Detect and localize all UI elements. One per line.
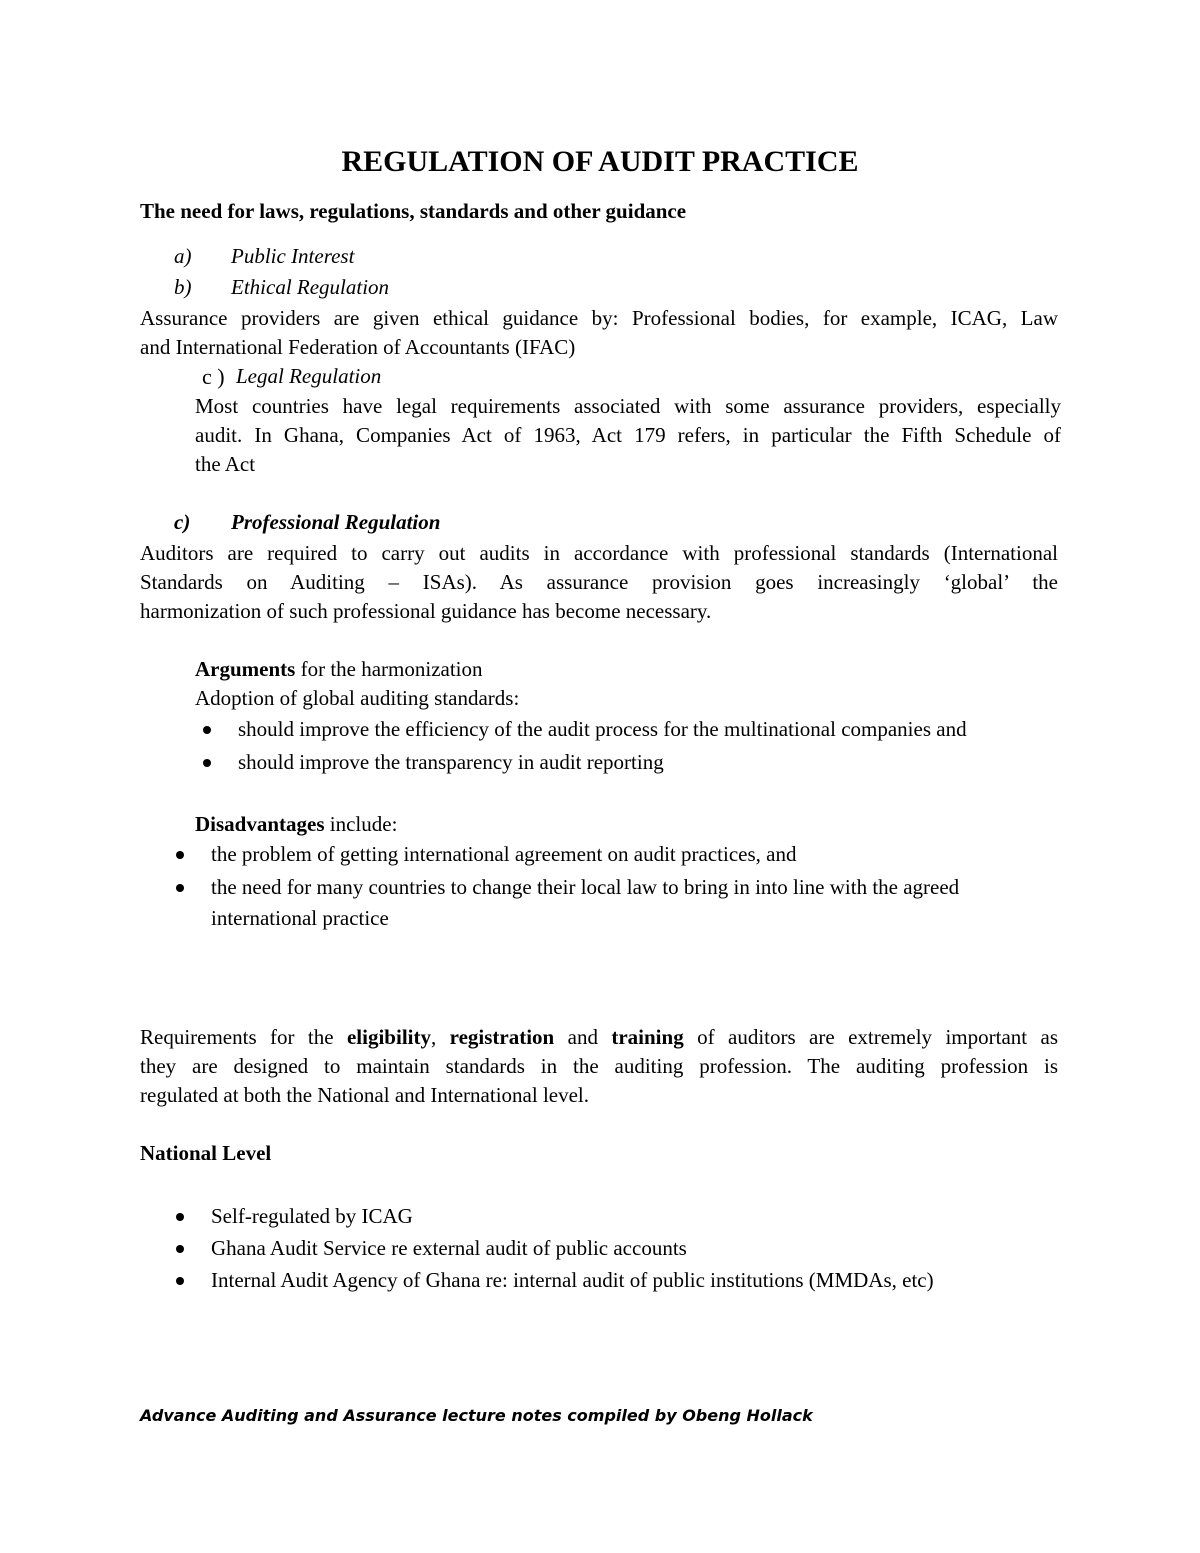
legal-line-2: audit. In Ghana, Companies Act of 1963, Act 179 refers, in particular the Fifth Schedule of [195,423,1061,447]
need-heading: The need for laws, regulations, standards and other guidance [140,199,687,223]
arguments-heading [195,659,483,680]
req-text-4: of auditors are extremely important as [683,1025,1058,1049]
national-item-3: Internal Audit Agency of Ghana re: internal audit of public institutions (MMDAs, etc) [211,1268,934,1292]
ethical-paragraph [140,308,1058,366]
professional-label: c) [174,510,191,534]
ethical-line-2: and International Federation of Accountants (IFAC) [140,335,576,359]
page-title: REGULATION OF AUDIT PRACTICE [341,145,859,178]
list-b-label: b) [174,275,192,299]
requirements-paragraph [140,1027,1058,1114]
list-a-text: Public Interest [231,244,355,268]
professional-line-3: harmonization of such professional guidance has become necessary. [140,599,712,623]
ethical-line-1: Assurance providers are given ethical guidance by: Professional bodies, for example, ICAG, Law [140,306,1058,330]
national-item-2: Ghana Audit Service re external audit of public accounts [211,1236,687,1260]
disadvantages-heading [195,814,397,835]
list-b-text: Ethical Regulation [231,275,390,299]
disadvantages-bold: Disadvantages [195,812,325,836]
page-footer: Advance Auditing and Assurance lecture notes compiled by Obeng Hollack [140,1406,813,1425]
legal-line-3: the Act [195,452,256,476]
arguments-bold: Arguments [195,657,296,681]
req-bold-registration: registration [449,1025,555,1049]
national-item-1: Self-regulated by ICAG [211,1204,413,1228]
disadvantages-item-2-cont: international practice [211,906,389,930]
legal-paragraph [195,396,1061,483]
disadvantages-item-2: the need for many countries to change their local law to bring in into line with the agreed [211,875,960,899]
req-text-1: Requirements for the [140,1025,347,1049]
arguments-item-1: should improve the efficiency of the audit process for the multinational companies and [238,717,967,741]
legal-heading: Legal Regulation [236,364,382,388]
bullet-icon [176,1277,184,1285]
professional-heading: Professional Regulation [231,510,441,534]
bullet-icon [203,726,211,734]
arguments-item-2: should improve the transparency in audit reporting [238,750,664,774]
requirements-line-2: they are designed to maintain standards in the auditing profession. The auditing profession is [140,1054,1058,1078]
arguments-rest: for the harmonization [295,657,483,681]
national-heading: National Level [140,1141,272,1165]
professional-paragraph [140,543,1058,630]
req-bold-eligibility: eligibility [346,1025,431,1049]
legal-label: c ) [202,364,225,389]
requirements-line-1 [140,1027,1058,1048]
legal-line-1: Most countries have legal requirements associated with some assurance providers, especially [195,394,1061,418]
bullet-icon [176,1245,184,1253]
disadvantages-rest: include: [324,812,398,836]
bullet-icon [176,1213,184,1221]
disadvantages-item-1: the problem of getting international agreement on audit practices, and [211,842,797,866]
req-bold-training: training [611,1025,684,1049]
requirements-line-3: regulated at both the National and International level. [140,1083,589,1107]
req-text-2: , [430,1025,450,1049]
bullet-icon [176,851,184,859]
arguments-intro: Adoption of global auditing standards: [195,686,520,710]
req-text-3: and [554,1025,612,1049]
list-a-label: a) [174,244,192,268]
bullet-icon [176,884,184,892]
professional-line-1: Auditors are required to carry out audits in accordance with professional standards (International [140,541,1058,565]
bullet-icon [203,759,211,767]
professional-line-2: Standards on Auditing – ISAs). As assurance provision goes increasingly ‘global’ the [140,570,1058,594]
